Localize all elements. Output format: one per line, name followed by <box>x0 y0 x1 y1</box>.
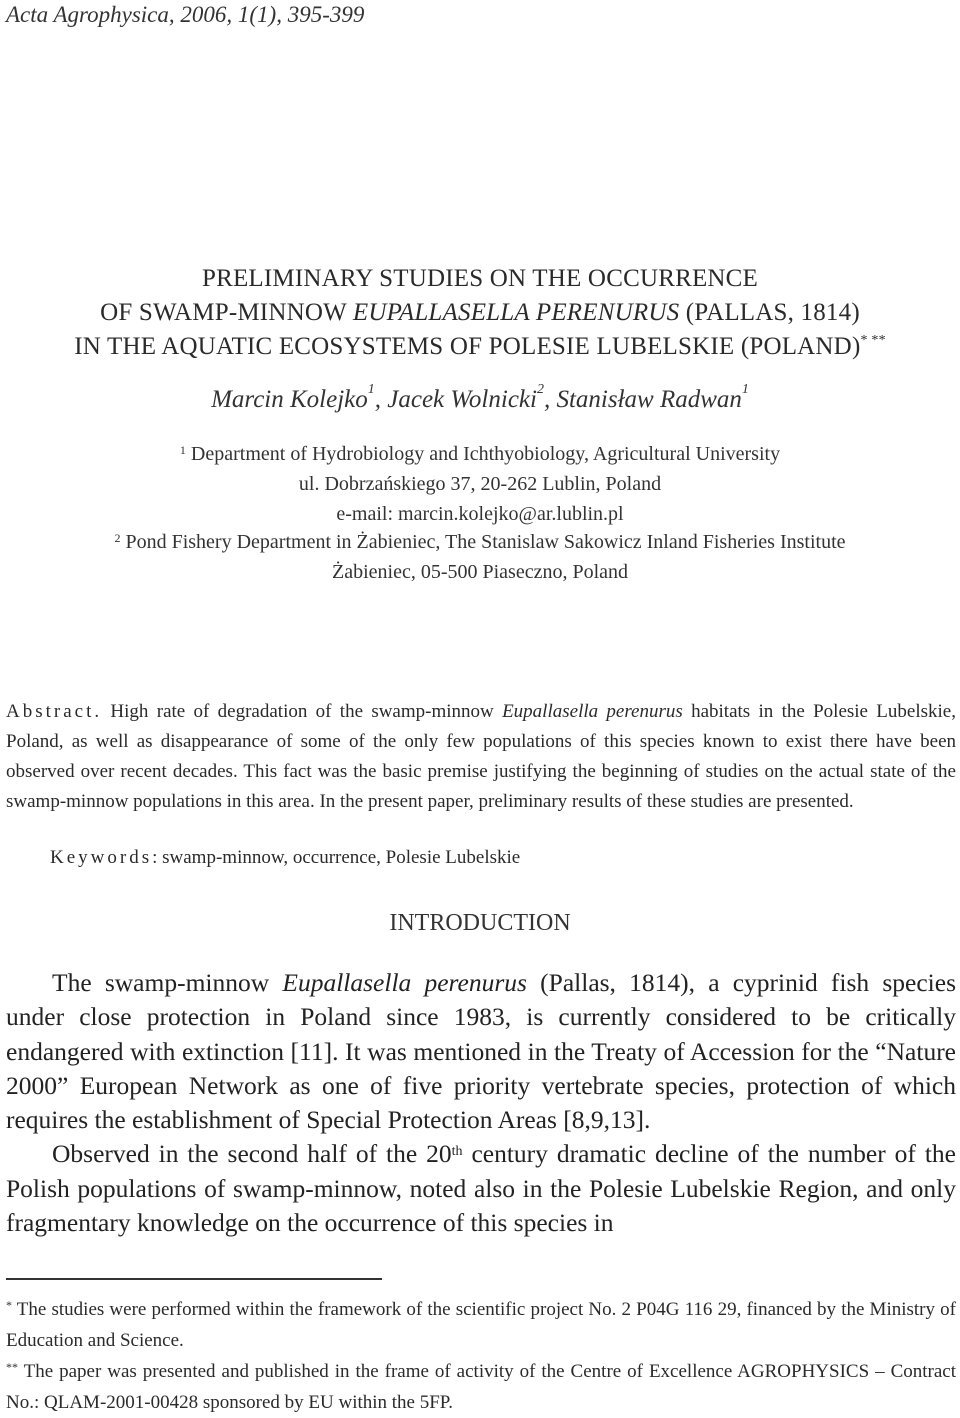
title-species: EUPALLASELLA PERENURUS <box>352 299 680 326</box>
paragraph-2-end: century dramatic decline of the number of the Polish populations of swamp-minnow, noted also in the Polesie Lubelskie Region, and only fragmentary knowledge on the occurrence of this species in <box>6 1139 956 1238</box>
affiliation-2-address: Żabieniec, 05-500 Piaseczno, Poland <box>331 561 629 583</box>
title-line-2-text: OF SWAMP-MINNOW <box>100 299 353 326</box>
paragraph-1-start: The swamp-minnow <box>52 968 283 997</box>
affiliation-1-line-1 <box>0 439 960 469</box>
title-line-1: PRELIMINARY STUDIES ON THE OCCURRENCE <box>201 265 759 292</box>
abstract-text-start: High rate of degradation of the swamp-minnow <box>102 701 503 722</box>
footnote-1-mark: * <box>6 1298 12 1312</box>
abstract-text-end: habitats in the Polesie Lubelskie, Poland, as well as disappearance of some of the only few populations of this species known to exist there have been observed over recent decades. This fact was the basic premise justifying the beginning of studies on the actual state of the swamp-minnow populations in this area. In the present paper, preliminary results of these studies are presented. <box>6 701 956 812</box>
footnote-divider <box>6 1278 382 1280</box>
author-3-affil: 1 <box>741 382 749 397</box>
affiliation-1-number: 1 <box>179 443 186 457</box>
paragraph-2 <box>6 1137 956 1240</box>
title-line-3 <box>0 330 960 364</box>
keywords-label: Keywords <box>50 847 153 868</box>
author-2-affil: 2 <box>536 382 544 397</box>
paragraph-2-start: Observed in the second half of the 20 <box>52 1139 452 1169</box>
footnote-2 <box>6 1356 956 1418</box>
author-1: Marcin Kolejko <box>211 386 368 413</box>
affiliation-1-name: Department of Hydrobiology and Ichthyobiology, Agricultural University <box>190 443 781 465</box>
abstract <box>6 697 956 817</box>
affiliation-2 <box>0 527 960 587</box>
author-1-affil: 1 <box>367 382 375 397</box>
author-2: Jacek Wolnicki <box>387 386 537 413</box>
affiliation-1 <box>0 439 960 529</box>
abstract-species: Eupallasella perenurus <box>502 701 683 722</box>
title-line-2-end: (PALLAS, 1814) <box>679 299 860 326</box>
section-heading: INTRODUCTION <box>389 910 571 936</box>
paper-title <box>0 262 960 364</box>
title-line-2 <box>0 296 960 330</box>
footnotes <box>6 1294 956 1418</box>
title-line-3-text: IN THE AQUATIC ECOSYSTEMS OF POLESIE LUBELSKIE (POLAND) <box>74 333 861 360</box>
title-footnote-marks: * ** <box>860 333 886 348</box>
affiliation-1-address: ul. Dobrzańskiego 37, 20-262 Lublin, Poland <box>298 473 662 495</box>
footnote-1 <box>6 1294 956 1356</box>
body-text <box>6 966 956 1240</box>
affiliation-2-name: Pond Fishery Department in Żabieniec, The Stanislaw Sakowicz Inland Fisheries Institute <box>125 531 846 553</box>
affiliation-2-number: 2 <box>114 531 121 545</box>
paragraph-1-species: Eupallasella perenurus <box>282 968 527 997</box>
affiliation-1-email: e-mail: marcin.kolejko@ar.lublin.pl <box>336 503 624 525</box>
footnote-2-text: The paper was presented and published in the frame of activity of the Centre of Excellence AGROPHYSICS – Contract No.: QLAM-2001-00428 sponsored by EU within the 5FP. <box>6 1361 956 1413</box>
author-list: Marcin Kolejko$^1$, Jacek Wolnicki$^2$, Stanisław Radwan$^1$ <box>211 382 749 413</box>
paragraph-2-ordinal: th <box>451 1144 463 1160</box>
paragraph-1 <box>6 966 956 1137</box>
affiliation-2-line-1 <box>0 527 960 557</box>
paragraph-1-end: (Pallas, 1814), a cyprinid fish species under close protection in Poland since 1983, is currently considered to be critically endangered with extinction [11]. It was mentioned in the Treaty of Accession for the “Nature 2000” European Network as one of five priority vertebrate species, protection of which requires the establishment of Special Protection Areas [8,9,13]. <box>6 968 956 1135</box>
footnote-1-text: The studies were performed within the framework of the scientific project No. 2 P04G 116 29, financed by the Ministry of Education and Science. <box>6 1299 956 1351</box>
journal-citation: Acta Agrophysica, 2006, 1(1), 395-399 <box>6 2 365 27</box>
keywords-text: : swamp-minnow, occurrence, Polesie Lubelskie <box>152 847 521 868</box>
keywords <box>50 843 950 873</box>
footnote-2-mark: ** <box>6 1360 18 1374</box>
abstract-label: Abstract. <box>6 701 103 722</box>
author-3: Stanisław Radwan <box>556 386 742 413</box>
